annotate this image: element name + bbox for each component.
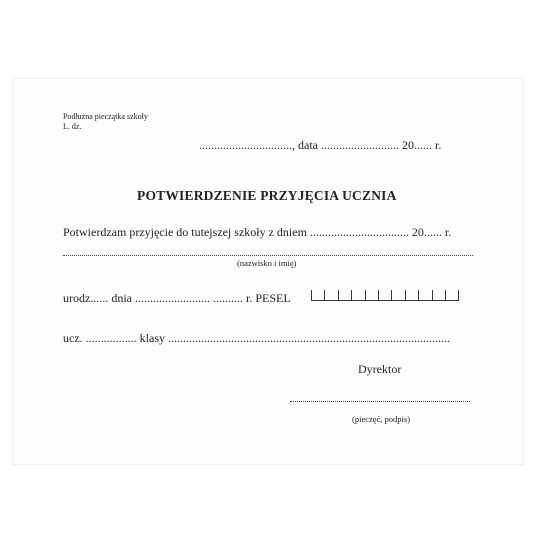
director-label: Dyrektor [358,362,402,376]
ref-number-label: L. dz. [63,122,82,131]
name-dotted-line [63,255,473,256]
pesel-digit-box [351,290,364,301]
confirmation-line: Potwierdzam przyjęcie do tutejszej szkoły z dniem ................................. 20...... r. [63,225,452,239]
pupil-class-line: ucz. ................. klasy .............................................................................................. [63,331,450,345]
pesel-digit-box [432,290,445,301]
signature-caption: (pieczęć, podpis) [352,414,411,424]
pesel-digit-box [338,290,351,301]
stamp-label: Podłużna pieczątka szkoły [63,112,148,121]
pesel-digit-box [378,290,391,301]
name-caption: (nazwisko i imię) [237,258,297,268]
pesel-digit-box [391,290,404,301]
birth-date-line: urodz...... dnia ......................... .......... r. PESEL [63,291,291,305]
pesel-digit-box [405,290,418,301]
document-sheet [12,78,524,465]
pesel-digit-box [311,290,324,301]
pesel-digit-box [324,290,337,301]
pesel-digit-box [418,290,431,301]
signature-dotted-line [290,401,470,402]
pesel-boxes [311,290,459,301]
page-title: POTWIERDZENIE PRZYJĘCIA UCZNIA [137,188,397,203]
pesel-digit-box [365,290,378,301]
date-line: ..............................., data .......................... 20...... r. [199,138,442,152]
pesel-digit-box [445,290,459,301]
